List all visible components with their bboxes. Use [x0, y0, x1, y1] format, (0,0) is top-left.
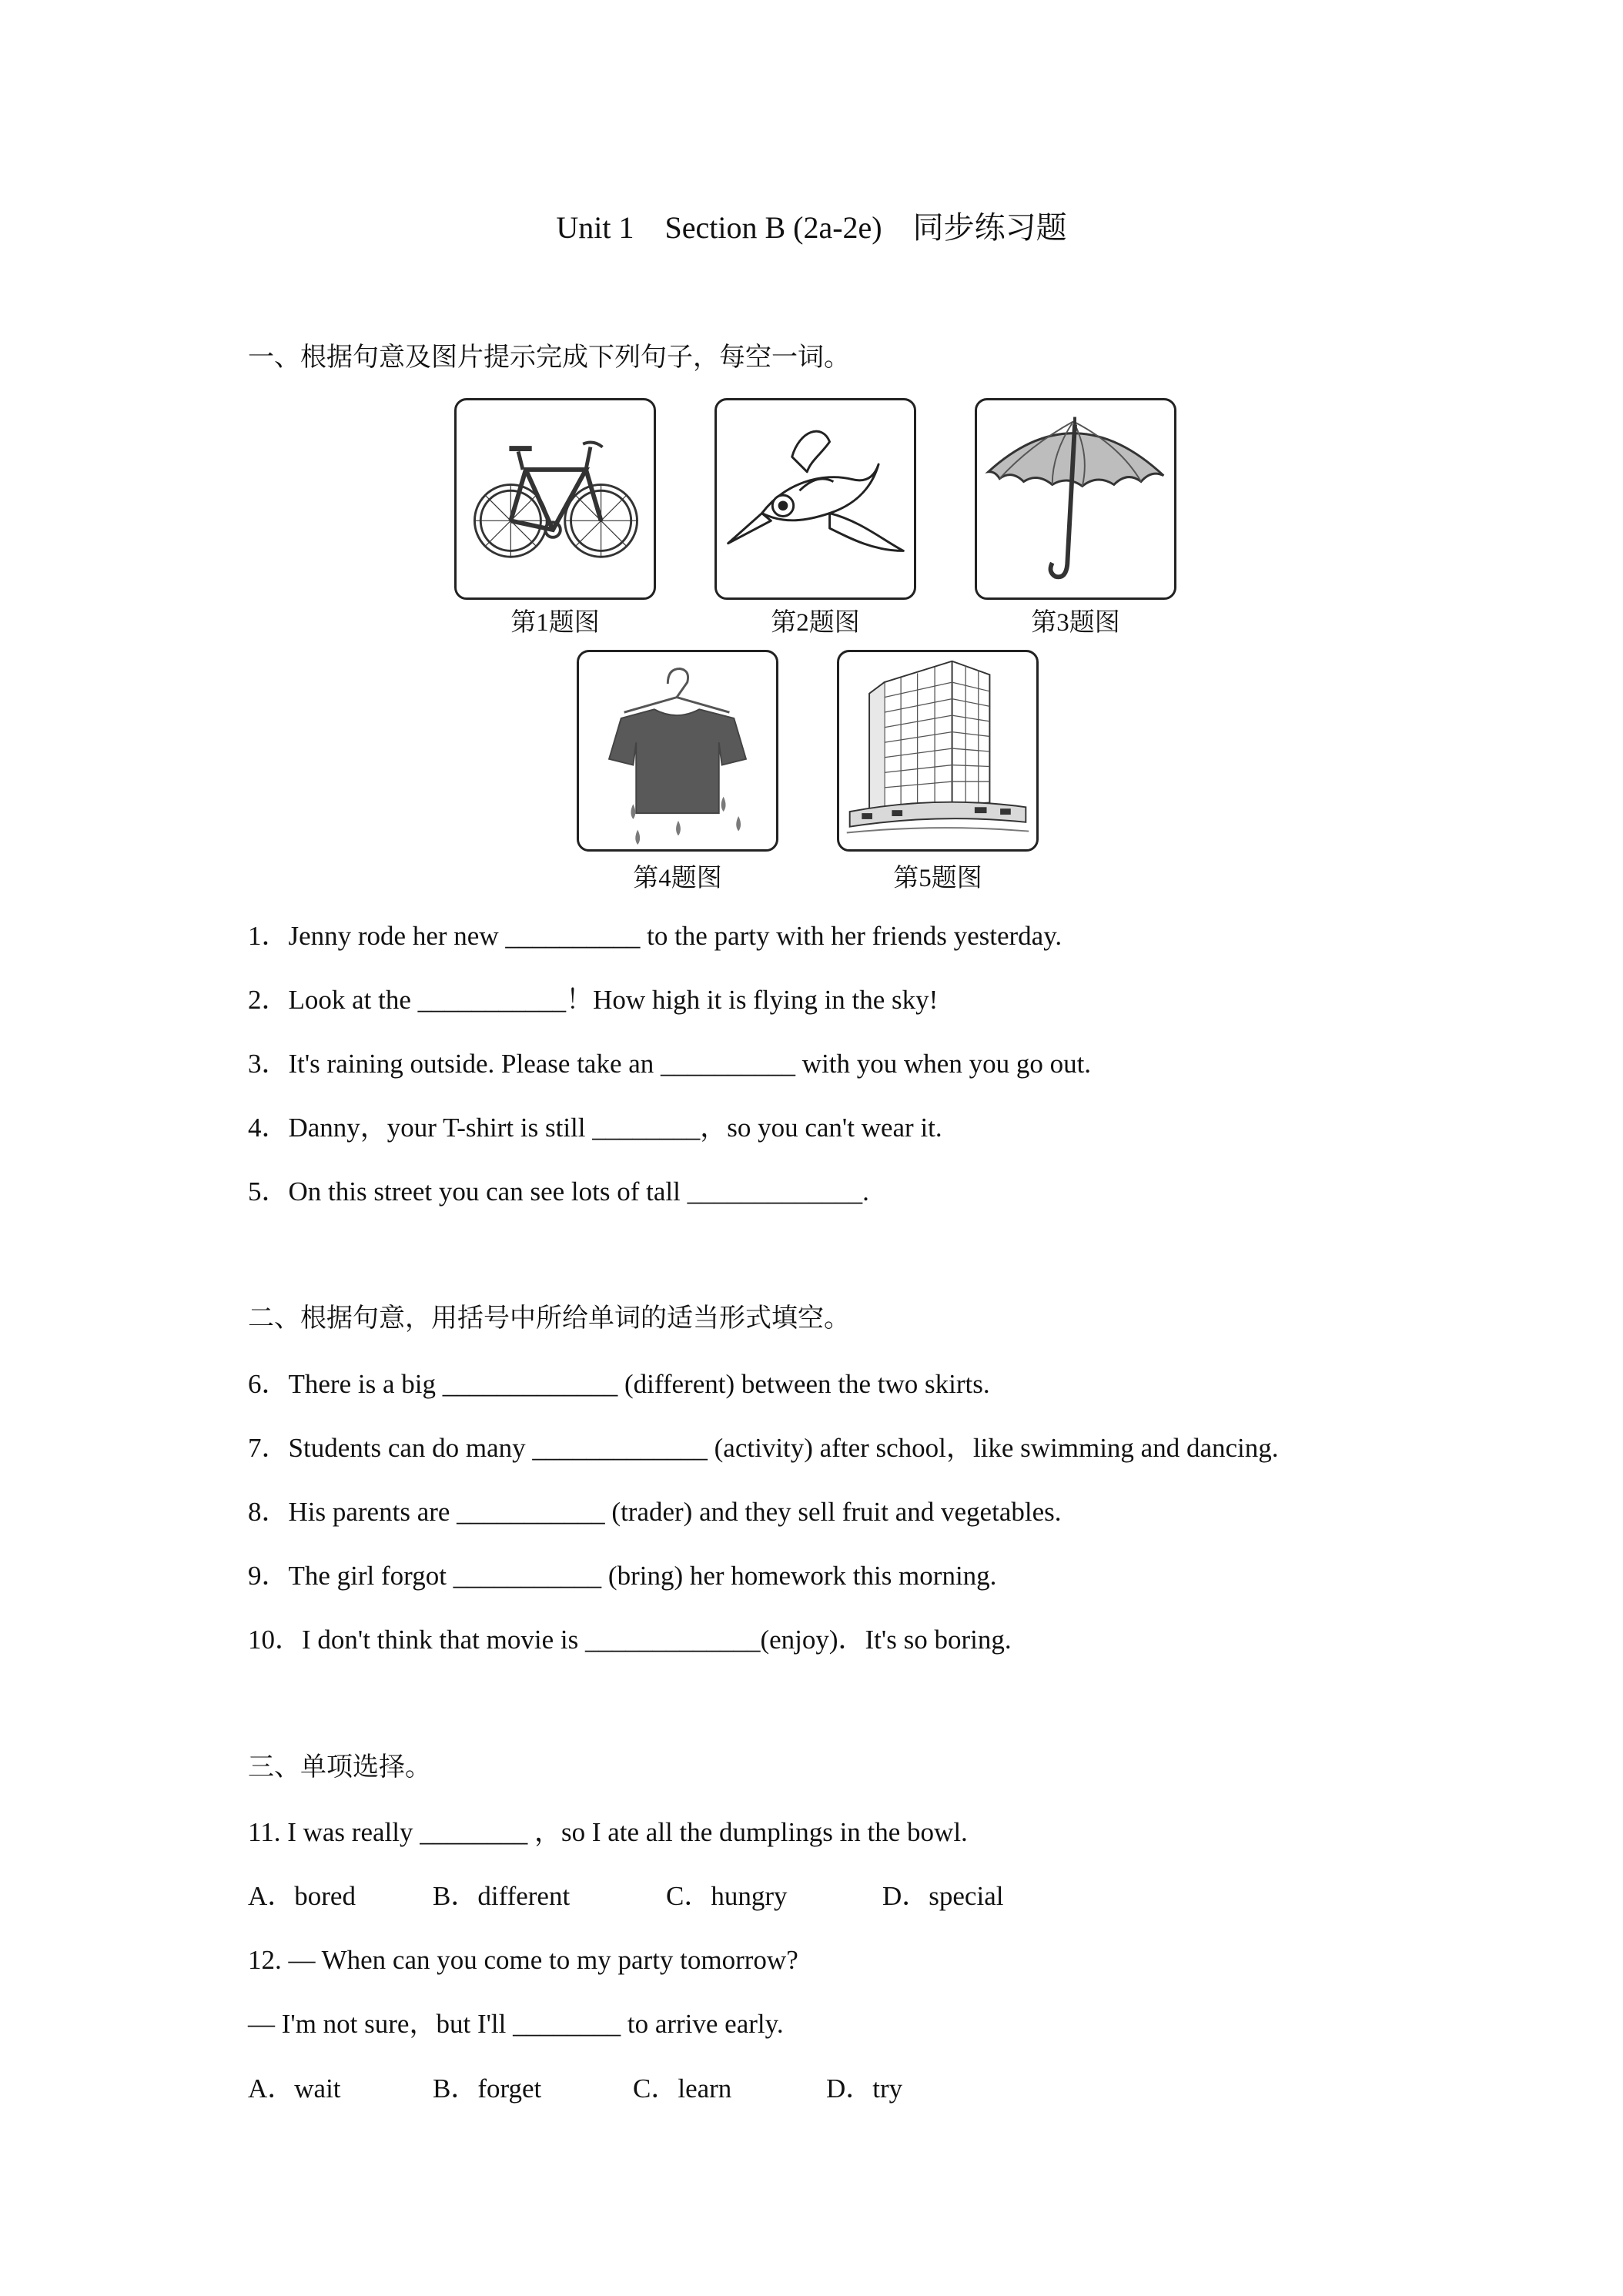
picture-2 — [714, 398, 916, 600]
question-8: 8．His parents are ___________ (trader) and they sell fruit and vegetables. — [248, 1497, 1062, 1527]
question-6: 6．There is a big _____________ (different) between the two skirts. — [248, 1369, 990, 1399]
question-12-stem: 12. — When can you come to my party tomorrow? — [248, 1945, 798, 1975]
picture-5 — [837, 650, 1039, 852]
question-4: 4．Danny，your T-shirt is still ________，so you can't wear it. — [248, 1113, 942, 1143]
picture-4-caption: 第4题图 — [633, 865, 722, 892]
question-12-option-b: B．forget — [433, 2073, 542, 2104]
page-title: Unit 1 Section B (2a-2e) 同步练习题 — [556, 210, 1067, 245]
building-icon — [839, 652, 1036, 849]
question-11-option-a: A．bored — [248, 1881, 356, 1911]
question-11-stem: 11. I was really ________ ，so I ate all the dumplings in the bowl. — [248, 1817, 968, 1847]
question-12-option-c: C．learn — [633, 2073, 732, 2104]
umbrella-icon — [977, 400, 1174, 597]
picture-3 — [975, 398, 1176, 600]
picture-3-caption: 第3题图 — [1031, 609, 1120, 637]
question-3: 3．It's raining outside. Please take an __________ with you when you go out. — [248, 1049, 1092, 1079]
question-11-option-c: C．hungry — [666, 1881, 788, 1911]
bicycle-icon — [457, 400, 654, 597]
question-9: 9．The girl forgot ___________ (bring) her homework this morning. — [248, 1561, 997, 1591]
question-1: 1．Jenny rode her new __________ to the party with her friends yesterday. — [248, 921, 1062, 951]
wet-tshirt-icon — [579, 652, 776, 849]
picture-1-caption: 第1题图 — [510, 609, 600, 637]
question-2: 2．Look at the ___________！How high it is flying in the sky! — [248, 985, 939, 1015]
question-12-option-d: D．try — [826, 2073, 903, 2104]
picture-4 — [577, 650, 778, 852]
question-12-line-2: — I'm not sure，but I'll ________ to arrive early. — [248, 2009, 784, 2039]
picture-1 — [454, 398, 656, 600]
bird-icon — [717, 400, 914, 597]
picture-5-caption: 第5题图 — [893, 865, 982, 892]
question-11-option-d: D．special — [882, 1881, 1004, 1911]
section-1-heading: 一、根据句意及图片提示完成下列句子，每空一词。 — [248, 343, 850, 372]
question-7: 7．Students can do many _____________ (activity) after school，like swimming and dancing. — [248, 1433, 1279, 1463]
question-12-option-a: A．wait — [248, 2073, 341, 2104]
question-11-option-b: B．different — [433, 1881, 571, 1911]
section-2-heading: 二、根据句意，用括号中所给单词的适当形式填空。 — [248, 1304, 850, 1333]
question-10: 10．I don't think that movie is _____________(enjoy)．It's so boring. — [248, 1625, 1012, 1655]
question-5: 5．On this street you can see lots of tall _____________. — [248, 1176, 869, 1207]
section-3-heading: 三、单项选择。 — [248, 1753, 431, 1782]
picture-2-caption: 第2题图 — [771, 609, 860, 637]
